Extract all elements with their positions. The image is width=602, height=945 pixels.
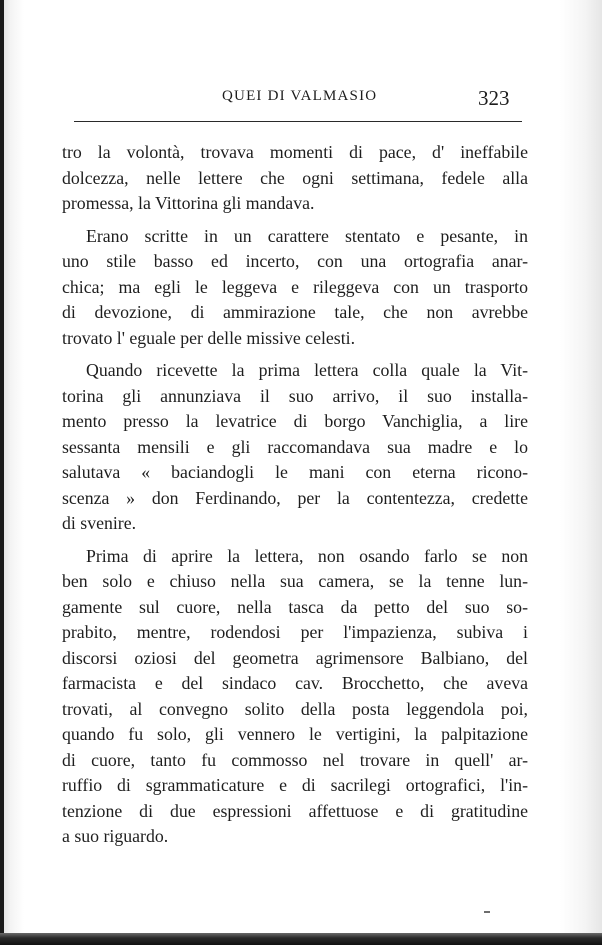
header-rule: [74, 121, 522, 122]
text-line: a suo riguardo.: [62, 826, 169, 846]
text-line: tenzione di due espressioni affettuose e di gratitudine: [62, 800, 528, 821]
running-title: QUEI DI VALMASIO: [222, 88, 378, 104]
text-line: torina gli annunziava il suo arrivo, il suo installa-: [62, 385, 528, 406]
text-line: gamente sul cuore, nella tasca da petto del suo so-: [62, 596, 528, 617]
text-line: sessanta mensili e gli raccomandava sua madre e lo: [62, 436, 528, 457]
text-line: trovato l' eguale per delle missive celesti.: [62, 327, 356, 348]
scan-bottom-edge: [0, 933, 602, 945]
text-line: Prima di aprire la lettera, non osando farlo se non: [86, 545, 528, 566]
text-line: di cuore, tanto fu commosso nel trovare in quell' ar-: [62, 749, 528, 770]
scan-left-edge: [0, 0, 4, 945]
text-line: chica; ma egli le leggeva e rileggeva con un trasporto: [62, 276, 528, 297]
ink-speck: [484, 911, 490, 913]
body-text: [62, 140, 528, 850]
text-line: uno stile basso ed incerto, con una ortografia anar-: [62, 251, 528, 271]
text-line: tro la volontà, trovava momenti di pace, d' ineffabile: [62, 142, 528, 162]
text-line: di devozione, di ammirazione tale, che non avrebbe: [62, 302, 528, 322]
text-line: mento presso la levatrice di borgo Vanchiglia, a lire: [62, 411, 528, 431]
text-line: Quando ricevette la prima lettera colla quale la Vit-: [86, 360, 528, 380]
text-line: quando fu solo, gli vennero le vertigini, la palpitazione: [62, 724, 528, 744]
text-line: di svenire.: [62, 513, 137, 533]
text-line: ben solo e chiuso nella sua camera, se la tenne lun-: [62, 571, 528, 591]
page-number: 323: [478, 86, 510, 110]
text-line: promessa, la Vittorina gli mandava.: [62, 193, 315, 213]
text-line: trovati, al convegno solito della posta leggendola poi,: [62, 698, 528, 719]
text-line: ruffio di sgrammaticature e di sacrilegi ortografici, l'in-: [62, 775, 528, 795]
text-line: dolcezza, nelle lettere che ogni settimana, fedele alla: [62, 167, 528, 188]
text-line: discorsi oziosi del geometra agrimensore Balbiano, del: [62, 647, 528, 668]
text-line: farmacista e del sindaco cav. Brocchetto, che aveva: [62, 673, 528, 693]
text-line: Erano scritte in un carattere stentato e pesante, in: [86, 225, 528, 246]
text-line: salutava « baciandogli le mani con eterna ricono-: [62, 462, 528, 482]
text-line: prabito, mentre, rodendosi per l'impazienza, subiva i: [62, 622, 528, 642]
text-line: scenza » don Ferdinando, per la contentezza, credette: [62, 487, 528, 508]
